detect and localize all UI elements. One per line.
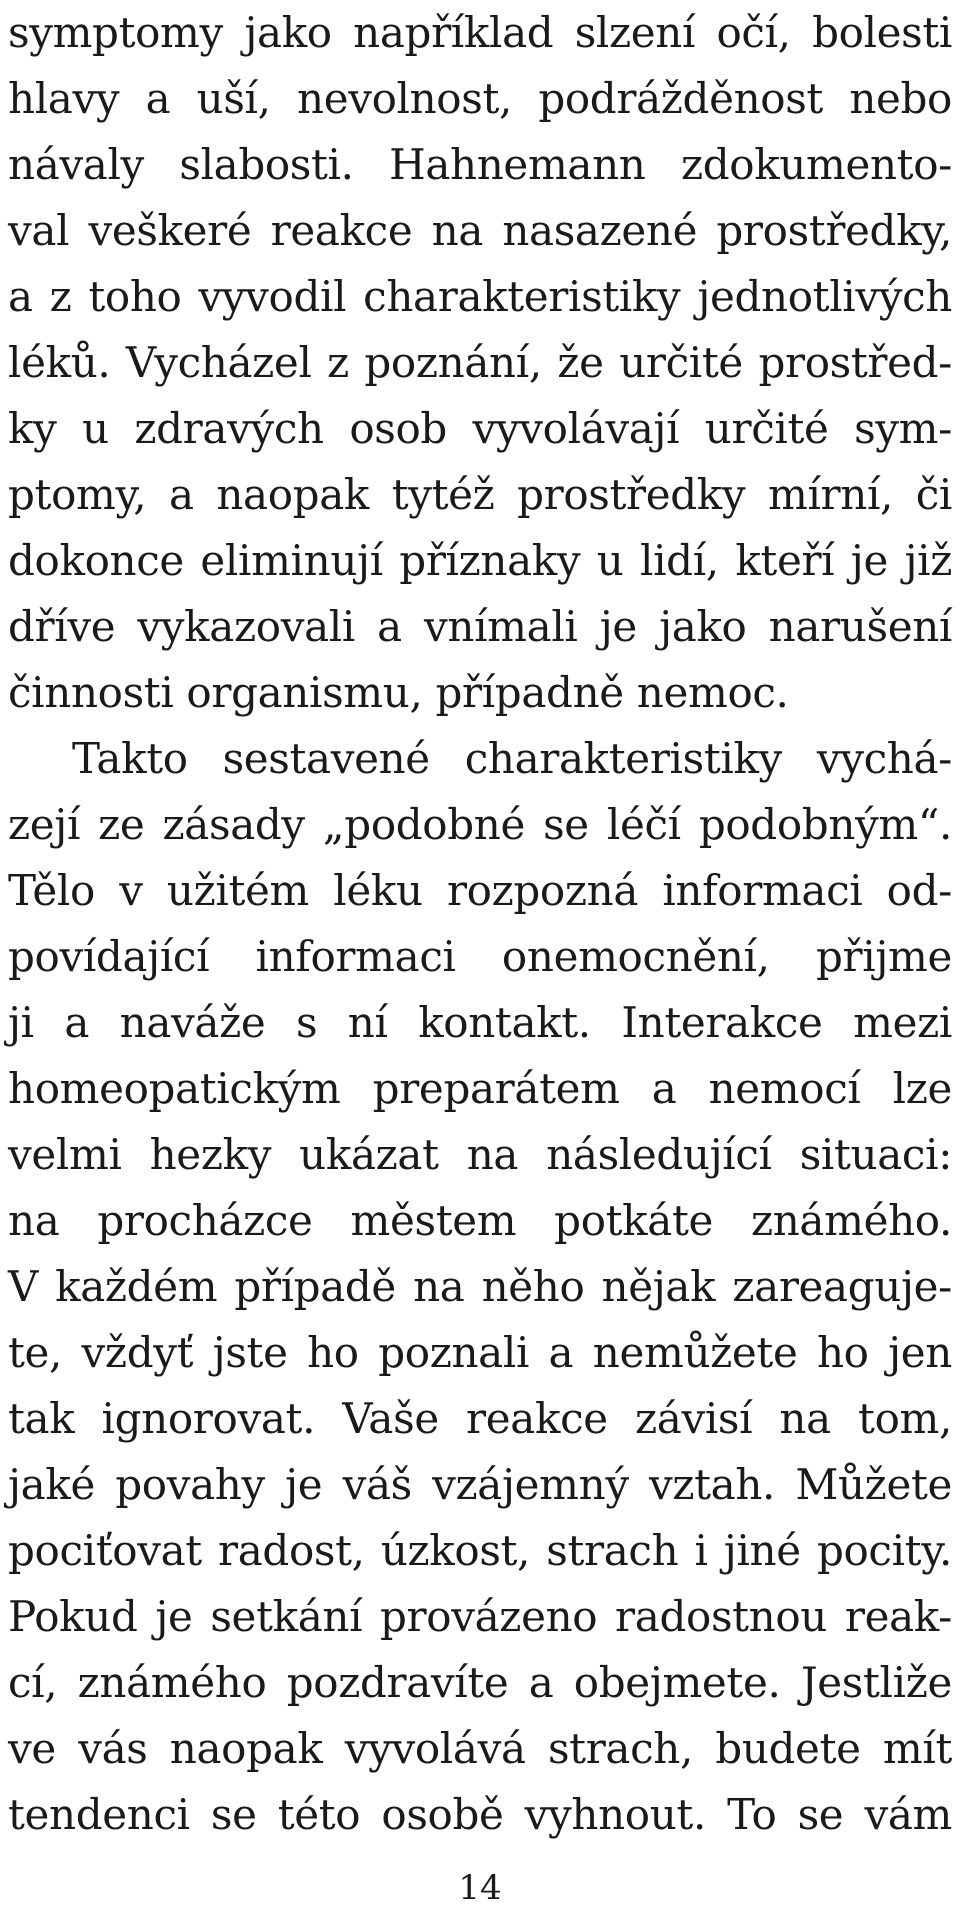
text-line: léků. Vycházel z poznání, že určité prostřed- [8,338,952,387]
text-line: dříve vykazovali a vnímali je jako narušení [8,602,952,651]
text-line: pociťovat radost, úzkost, strach i jiné pocity. [8,1526,952,1575]
text-line: ve vás naopak vyvolává strach, budete mít [8,1724,952,1773]
text-line: ptomy, a naopak tytéž prostředky mírní, či [8,470,952,519]
text-line: dokonce eliminují příznaky u lidí, kteří je již [8,536,952,585]
text-line: hlavy a uší, nevolnost, podrážděnost nebo [8,74,952,123]
text-line: symptomy jako například slzení očí, bolesti [8,8,952,57]
text-line: V každém případě na něho nějak zareaguje- [8,1262,952,1311]
text-line: činnosti organismu, případně nemoc. [8,668,789,717]
text-line: návaly slabosti. Hahnemann zdokumento- [8,140,952,189]
text-line: jaké povahy je váš vzájemný vztah. Můžete [8,1460,952,1509]
text-line: na procházce městem potkáte známého. [8,1196,952,1245]
text-line: povídající informaci onemocnění, přijme [8,932,952,981]
text-line: ji a naváže s ní kontakt. Interakce mezi [8,998,952,1047]
text-line: tak ignorovat. Vaše reakce závisí na tom, [8,1394,952,1443]
text-line: cí, známého pozdravíte a obejmete. Jestliže [8,1658,952,1707]
text-line: zejí ze zásady „podobné se léčí podobným“. [8,800,952,849]
text-line: val veškeré reakce na nasazené prostředky, [8,206,952,255]
text-line: homeopatickým preparátem a nemocí lze [8,1064,952,1113]
body-text [8,0,952,1848]
text-line: Tělo v užitém léku rozpozná informaci od- [8,866,952,915]
text-line: velmi hezky ukázat na následující situaci: [8,1130,952,1179]
text-line: tendenci se této osobě vyhnout. To se vám [8,1790,952,1839]
page-number: 14 [458,1868,502,1908]
text-line: ky u zdravých osob vyvolávají určité sym- [8,404,952,453]
text-line: Pokud je setkání provázeno radostnou reak- [8,1592,952,1641]
text-line: te, vždyť jste ho poznali a nemůžete ho jen [8,1328,952,1377]
text-line: a z toho vyvodil charakteristiky jednotlivých [8,272,952,321]
text-line-indented: Takto sestavené charakteristiky vychá- [72,734,952,783]
